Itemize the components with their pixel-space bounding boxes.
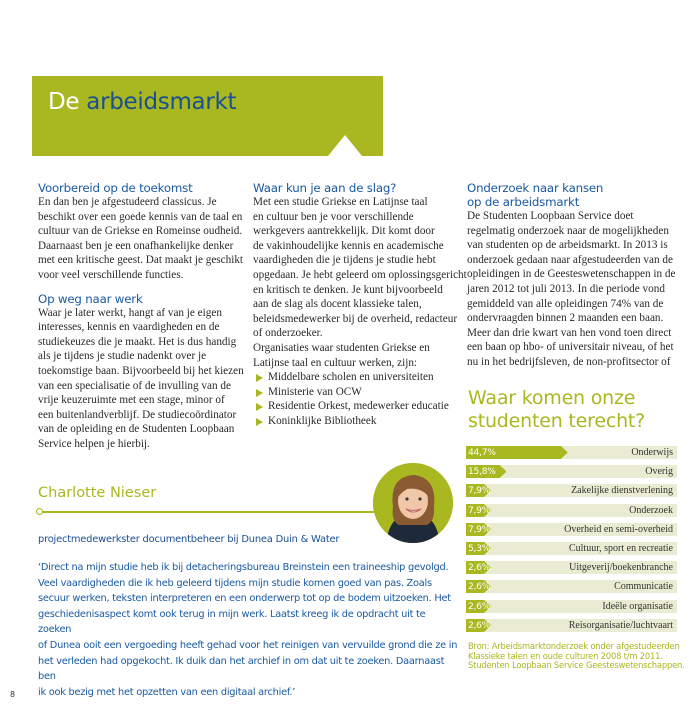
section-heading-line1: Onderzoek naar kansen xyxy=(467,181,604,195)
testimonial-role: projectmedewerkster documentbeheer bij Dunea Duin & Water xyxy=(38,534,340,545)
bar-value-label: 5,3% xyxy=(468,543,491,554)
triangle-bullet-icon xyxy=(256,403,263,411)
paragraph-line: voor veel verschillende functies. xyxy=(38,268,184,281)
paragraph-line: een buitenlandverblijf. De studiecoördinator xyxy=(38,408,237,421)
paragraph-line: of onderzoeker. xyxy=(253,327,323,340)
paragraph-line: En dan ben je afgestudeerd classicus. Je xyxy=(38,196,217,208)
paragraph-line: werkgevers aantrekkelijk. Dit komt door xyxy=(253,225,435,238)
category-label: Overheid en semi-overheid xyxy=(564,523,673,535)
paragraph-line: opleidingen in de Geesteswetenschappen in de xyxy=(467,268,676,281)
section-heading: Voorbereid op de toekomst xyxy=(38,181,193,195)
paragraph-line: gemiddeld van alle opleidingen 74% van de xyxy=(467,297,664,310)
banner-notch xyxy=(328,135,362,156)
paragraph-line: aan de slag als docent klassieke talen, xyxy=(253,298,422,311)
list-item xyxy=(253,399,468,414)
paragraph-line: als je tijdens je studie nadenkt over je xyxy=(38,350,207,363)
paragraph-line: opgedaan. Je hebt geleerd om oplossingsgericht xyxy=(253,268,467,281)
paragraph-line: Waar je later werkt, hangt af van je eigen xyxy=(38,306,222,319)
paragraph-line: Daarnaast ben je een onafhankelijke denker xyxy=(38,239,234,252)
quote-line: ‘Direct na mijn studie heb ik bij detacheringsbureau Breinstein een traineeship gevolgd. xyxy=(38,562,449,573)
list-item-text: Middelbare scholen en universiteiten xyxy=(268,371,434,384)
paragraph-line: beleidsmedewerker bij de overheid, redacteur xyxy=(253,312,458,325)
chart-row xyxy=(466,600,677,613)
column-2 xyxy=(253,181,468,429)
chart-row xyxy=(466,561,677,574)
list-item xyxy=(253,385,468,400)
paragraph-line: Latijnse taal en cultuur werken, zijn: xyxy=(253,356,418,369)
paragraph-line: met een kritische geest. Dat maakt je geschikt xyxy=(38,254,244,267)
organisations-list xyxy=(253,370,468,428)
category-label: Reisorganisatie/luchtvaart xyxy=(568,619,673,631)
quote-line: ik ook bezig met het opzetten van een digitaal archief.’ xyxy=(38,686,296,698)
paragraph-line: een baan op hbo- of universitair niveau, of het xyxy=(467,341,674,354)
triangle-bullet-icon xyxy=(256,374,263,382)
column-1 xyxy=(38,181,248,452)
paragraph-line: regelmatig onderzoek naar de mogelijkheden xyxy=(467,224,669,237)
paragraph-line: Service helpen je hierbij. xyxy=(38,437,150,450)
chart-row xyxy=(466,580,677,593)
page-title-part1: De xyxy=(48,89,80,115)
category-label: Onderwijs xyxy=(631,447,673,458)
bar-value-label: 2,6% xyxy=(468,600,491,612)
chart-row xyxy=(466,446,677,459)
quote-line: of Dunea ooit een vergoeding heeft gehad voor het reinigen van vervuilde grond die ze in xyxy=(38,639,458,651)
page-title xyxy=(48,89,236,115)
page-title-part2: arbeidsmarkt xyxy=(86,89,237,115)
section-heading-line2: op de arbeidsmarkt xyxy=(467,195,580,209)
triangle-bullet-icon xyxy=(256,418,263,426)
paragraph-line: cultuur van de Griekse en Romeinse oudheid. xyxy=(38,225,243,238)
paragraph-line: De Studenten Loopbaan Service doet xyxy=(467,210,634,222)
testimonial-quote xyxy=(38,560,458,700)
bar-value-label: 2,6% xyxy=(468,619,491,631)
bar-value-label: 15,8% xyxy=(468,466,496,478)
paragraph-line: interesses, kennis en vaardigheden en de xyxy=(38,321,220,334)
source-line: Klassieke talen en oude culturen 2008 t/m 2011. xyxy=(468,650,663,661)
category-label: Ideële organisatie xyxy=(602,600,673,612)
chart-row xyxy=(466,465,677,478)
page-number: 8 xyxy=(10,690,16,699)
bar-value-label: 44,7% xyxy=(468,447,496,458)
triangle-bullet-icon xyxy=(256,389,263,397)
paragraph-line: van studenten op de arbeidsmarkt. In 2013 is xyxy=(467,239,668,252)
paragraph-line: de vakinhoudelijke kennis en academische xyxy=(253,239,444,252)
list-item-text: Ministerie van OCW xyxy=(268,385,362,398)
paragraph-line: en kritisch te denken. Je kunt bijvoorbeeld xyxy=(253,283,443,296)
chart-row xyxy=(466,619,677,632)
category-label: Communicatie xyxy=(614,581,673,593)
list-item-text: Koninklijke Bibliotheek xyxy=(268,414,377,427)
category-label: Cultuur, sport en recreatie xyxy=(568,543,673,554)
category-label: Uitgeverij/boekenbranche xyxy=(569,562,673,574)
category-label: Onderzoek xyxy=(629,504,673,516)
paragraph-line: vrije keuzeruimte met een stage, minor of xyxy=(38,394,225,407)
paragraph-line: studiekeuzes die je maakt. Het is dus handig xyxy=(38,335,237,348)
chart-title-line1: Waar komen onze xyxy=(468,387,636,409)
source-line: Bron: Arbeidsmarktonderzoek onder afgestudeerden xyxy=(468,641,680,651)
header-banner xyxy=(32,76,383,156)
paragraph-line: beschikt over een goede kennis van de taal en xyxy=(38,210,243,223)
paragraph-line: ondervraagden binnen 2 maanden een baan. xyxy=(467,312,664,325)
chart-title-line2: studenten terecht? xyxy=(468,410,646,432)
paragraph-line: onderzoek gedaan naar afgestudeerden van de xyxy=(467,253,673,266)
bar-value-label: 2,6% xyxy=(468,562,491,574)
bar-value-label: 2,6% xyxy=(468,581,491,593)
paragraph-line: nu in het bedrijfsleven, de non-profitsector of xyxy=(467,355,671,368)
bar-value-label: 7,9% xyxy=(468,485,491,497)
paragraph-line: Meer dan drie kwart van hen vond toen direct xyxy=(467,326,672,339)
list-item-text: Residentie Orkest, medewerker educatie xyxy=(268,400,449,413)
chart-row xyxy=(466,523,677,536)
paragraph-line: van een specialisatie of de invulling van de xyxy=(38,379,231,392)
paragraph-line: Met een studie Griekse en Latijnse taal xyxy=(253,196,428,208)
paragraph-line: van de opleiding en de Studenten Loopbaan xyxy=(38,423,235,436)
paragraph-line: vaardigheden die je tijdens je studie hebt xyxy=(253,254,436,267)
spacer xyxy=(38,283,248,292)
list-item xyxy=(253,414,468,429)
chart-row xyxy=(466,484,677,497)
chart-row xyxy=(466,504,677,517)
portrait-photo xyxy=(373,463,453,543)
quote-line: secuur werken, teksten interpreteren en een onderwerp tot op de bodem uitzoeken. Het xyxy=(38,593,451,605)
bar-value-label: 7,9% xyxy=(468,523,491,535)
category-label: Zakelijke dienstverlening xyxy=(571,485,673,497)
paragraph-line: en cultuur ben je voor verschillende xyxy=(253,210,414,223)
paragraph-line: jaren 2012 tot juli 2013. In die periode vond xyxy=(467,282,665,295)
section-heading: Op weg naar werk xyxy=(38,291,143,306)
bar-value-label: 7,9% xyxy=(468,504,491,516)
column-3 xyxy=(467,181,682,370)
quote-line: geschiedenisaspect komt ook terug in mijn werk. Laatst kreeg ik de opdracht uit te zoeken xyxy=(38,608,426,636)
source-line: Studenten Loopbaan Service Geesteswetenschappen. xyxy=(468,660,685,671)
paragraph-line: toekomstige baan. Bijvoorbeeld bij het kiezen xyxy=(38,364,244,377)
paragraph-line: Organisaties waar studenten Griekse en xyxy=(253,341,430,354)
section-heading: Waar kun je aan de slag? xyxy=(253,181,397,195)
portrait-icon xyxy=(373,463,453,543)
testimonial-name: Charlotte Nieser xyxy=(38,485,157,501)
chart-source xyxy=(468,642,693,671)
list-item xyxy=(253,370,468,385)
divider-line xyxy=(42,511,378,513)
quote-line: Veel vaardigheden die ik heb geleerd tijdens mijn studie komen goed van pas. Zoals xyxy=(38,577,432,589)
chart-row xyxy=(466,542,677,555)
quote-line: het verleden had opgekocht. Ik duik dan het archief in om dat uit te zoeken. Daarnaast ben xyxy=(38,655,445,683)
chart-title xyxy=(468,387,698,433)
category-label: Overig xyxy=(645,466,673,478)
